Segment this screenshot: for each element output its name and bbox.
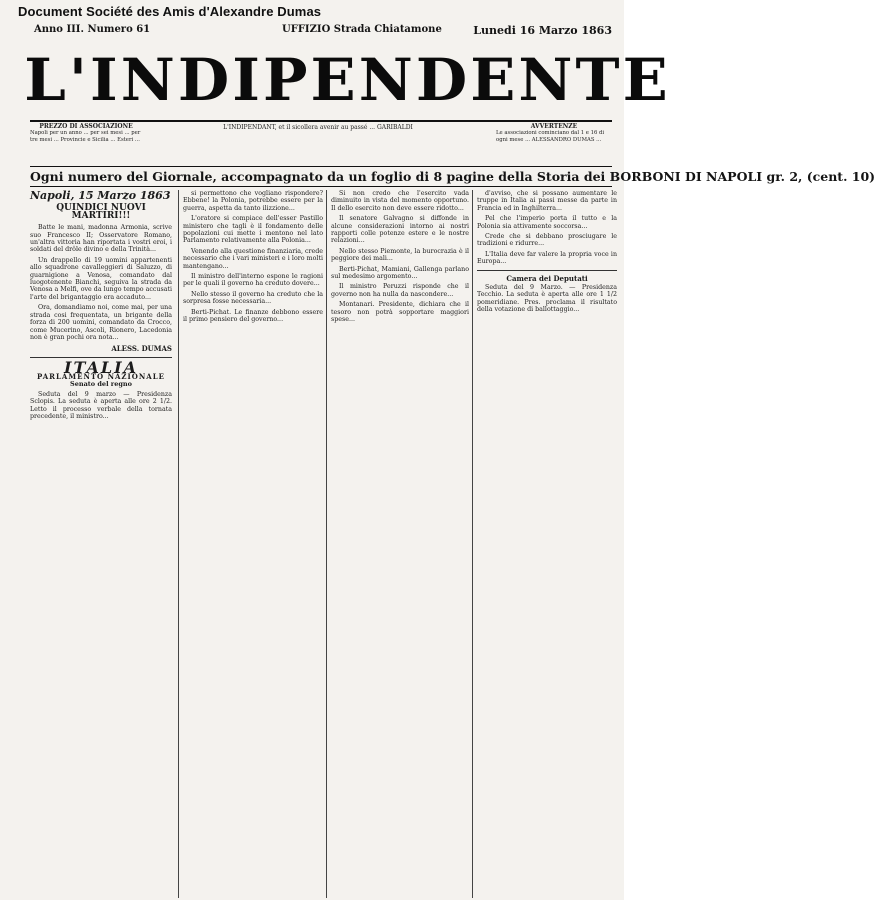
- office-address: UFFIZIO Strada Chiatamone: [282, 24, 442, 35]
- watermark: Document Société des Amis d'Alexandre Dumas: [18, 4, 322, 19]
- column-3: [326, 190, 469, 898]
- dateline: Napoli, 15 Marzo 1863: [30, 189, 171, 202]
- article-paragraph: Un drappello di 19 uomini appartenenti allo squadrone cavalleggieri di Saluzzo, di guarnigione a Venosa, comandato dal luogotenente Bianchi, seguiva la strada da Venosa a Melfi, ove da lungo tempo accusati l'arte del brigantaggio era accaduto...: [30, 256, 172, 301]
- motto-box: L'INDIPENDANT, et il sicollera avenir au passé ... GARIBALDI: [223, 124, 413, 131]
- section-title: ITALIA: [63, 357, 139, 377]
- column-1: [30, 190, 172, 898]
- prices-box: [30, 124, 142, 162]
- article-paragraph: Montanari. Presidente, dichiara che il tesoro non potrà sopportare maggiori spese...: [331, 301, 469, 324]
- article-paragraph: Nello stesso Piemonte, la burocrazia è il peggiore dei mali...: [331, 247, 469, 263]
- article-paragraph: Berti-Pichat. Le finanze debbono essere il primo pensiero del governo...: [183, 308, 323, 324]
- article-paragraph: Si non credo che l'esercito vada diminuito in vista del momento opportuno. Il dello esercito non deve essere ridotto...: [331, 190, 469, 212]
- divider: [477, 270, 617, 271]
- article-paragraph: Ora, domandiamo noi, come mai, per una strada cosi frequentata, un brigante della forza di 200 uomini, comandato da Crocco, come Mucerino, Ascoli, Rionero, Lacedonia non è gran pochi ora nota...: [30, 304, 172, 341]
- issue-line: [34, 24, 612, 38]
- masthead-rule: [30, 120, 612, 122]
- article-paragraph: Nello stesso il governo ha creduto che la sorpresa fosse necessaria...: [183, 290, 323, 306]
- column-4: [472, 190, 617, 898]
- article-paragraph: Il ministro Peruzzi risponde che il governo non ha nulla da nascondere...: [331, 283, 469, 298]
- article-paragraph: Il senatore Galvagno si diffonde in alcune considerazioni intorno ai nostri rapporti colle potenze estere e le nostre relazioni...: [331, 215, 469, 245]
- subhead: [30, 124, 612, 164]
- section-subtitle-2: Senato del regno: [70, 379, 132, 388]
- prices-title: PREZZO DI ASSOCIAZIONE: [39, 123, 133, 130]
- article-paragraph: Seduta del 9 marzo — Presidenza Sclopis. La seduta è aperta alle ore 2 1/2. Letto il processo verbale della tornata precedente, il ministro...: [30, 390, 172, 421]
- issue-number: Anno III. Numero 61: [34, 24, 151, 35]
- prices-text: Napoli per un anno ... per sei mesi ... per tre mesi ... Provincie e Sicilia ... Esteri ...: [30, 130, 141, 143]
- notice-title: AVVERTENZE: [530, 123, 578, 130]
- signature: ALESS. DUMAS: [111, 344, 172, 354]
- banner: Ogni numero del Giornale, accompagnato da un foglio di 8 pagine della Storia dei BORBONI DI NAPOLI gr. 2, (cent. 10): [30, 166, 612, 187]
- article-paragraph: Crede che si debbano prosciugare le tradizioni e ridurre...: [477, 233, 617, 248]
- notice-text: Le associazioni cominciano dal 1 e 16 di ogni mese ... ALESSANDRO DUMAS ...: [496, 130, 605, 143]
- article-paragraph: Batte le mani, madonna Armonia, scrive suo Francesco II; Osservatore Romano, un'altra vittoria han riportata i vostri eroi, i soldati del drôle divino e della Trinità...: [30, 224, 172, 254]
- column-2: [178, 190, 323, 898]
- article-paragraph: d'avviso, che si possano aumentare le truppe in Italia ai passi messe da parte in Francia ed in Inghilterra...: [477, 190, 617, 212]
- issue-date: Lunedi 16 Marzo 1863: [473, 24, 612, 37]
- masthead: L'INDIPENDENTE: [24, 46, 671, 114]
- section-heading: Camera dei Deputati: [506, 273, 588, 283]
- article-paragraph: Pel che l'imperio porta il tutto e la Polonia sia attivamente soccorsa...: [477, 215, 617, 230]
- article-paragraph: Seduta del 9 Marzo. — Presidenza Tecchio. La seduta è aperta alle ore 1 1/2 pomeridiane. Pres. proclama il risultato della votazione di ballottaggio...: [477, 284, 617, 314]
- headline: QUINDICI NUOVI MARTIRI!!!: [56, 203, 146, 221]
- article-paragraph: L'Italia deve far valere la propria voce in Europa...: [477, 250, 617, 266]
- notice-box: [496, 124, 612, 162]
- article-paragraph: Il ministro dell'interno espone le ragioni per le quali il governo ha creduto dovere...: [183, 273, 323, 288]
- article-paragraph: L'oratore si compiace dell'esser Pastillo ministero che tagli è il fondamento delle popolazioni cui mette i mentono nel lato Parlamento relativamente alla Polonia...: [183, 215, 323, 245]
- article-paragraph: si permettono che vogliano rispondere? Ebbene! la Polonia, potrebbe essere per la guerra, aspetta da tanto ilizzione...: [183, 190, 323, 212]
- section-subtitle: PARLAMENTO NAZIONALE: [37, 372, 165, 382]
- article-paragraph: Berti-Pichat, Mamiani, Gallenga parlano sul medesimo argomento...: [331, 265, 469, 281]
- article-paragraph: Venendo alla questione finanziaria, crede necessario che i vari ministeri e i loro molti mantengano...: [183, 247, 324, 270]
